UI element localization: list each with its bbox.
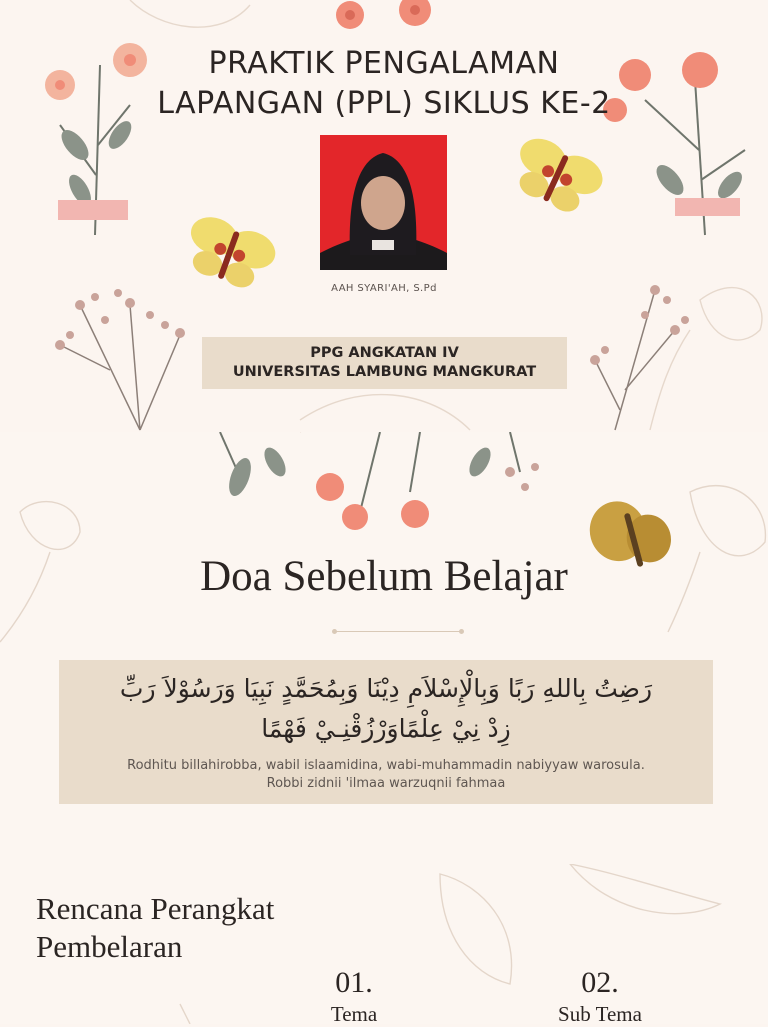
arabic-line1: رَضِتُ بِاللهِ رَبًا وَبِالْإِسْلاَمِ دِيْنَا وَبِمُحَمَّدٍ نَبِيَا وَرَسُوْلاَ رَبِّ	[119, 674, 653, 703]
program-box	[202, 337, 567, 389]
arabic-line2: زِدْ نِيْ عِلْمًاوَرْزُقْنِـيْ فَهْمًا	[261, 714, 511, 743]
item-number: 01.	[335, 966, 373, 999]
cover-title-line1: PRAKTIK PENGALAMAN	[208, 46, 560, 81]
butterfly-icon	[505, 135, 605, 225]
lesson-plan-title-line2: Pembelaran	[36, 929, 183, 964]
divider	[335, 631, 461, 632]
item-number: 02.	[581, 966, 619, 999]
item-label: Sub Tema	[558, 1002, 642, 1026]
item-label: Tema	[330, 1002, 378, 1026]
divider-dot	[459, 629, 464, 634]
portrait-photo	[320, 135, 447, 270]
lesson-plan-title-line1: Rencana Perangkat	[36, 891, 275, 926]
program-line1: PPG ANGKATAN IV	[310, 345, 459, 361]
lesson-plan-title	[36, 890, 274, 966]
flower-decoration	[585, 270, 695, 432]
presenter-name: AAH SYARI'AH, S.Pd	[331, 283, 437, 294]
prayer-title: Doa Sebelum Belajar	[200, 553, 568, 600]
cover-title	[120, 44, 648, 124]
flower-decoration	[180, 432, 580, 537]
cover-title-line2: LAPANGAN (PPL) SIKLUS KE-2	[157, 86, 611, 121]
flower-decoration	[40, 275, 190, 432]
program-line2: UNIVERSITAS LAMBUNG MANGKURAT	[232, 364, 537, 380]
latin-line1: Rodhitu billahirobba, wabil islaamidina, wabi-muhammadin nabiyyaw warosula.	[127, 758, 645, 773]
divider-dot	[332, 629, 337, 634]
flower-decoration	[320, 0, 460, 50]
latin-line2: Robbi zidnii 'ilmaa warzuqnii fahmaa	[266, 776, 506, 791]
prayer-box	[59, 660, 713, 804]
cover-slide	[0, 0, 768, 432]
